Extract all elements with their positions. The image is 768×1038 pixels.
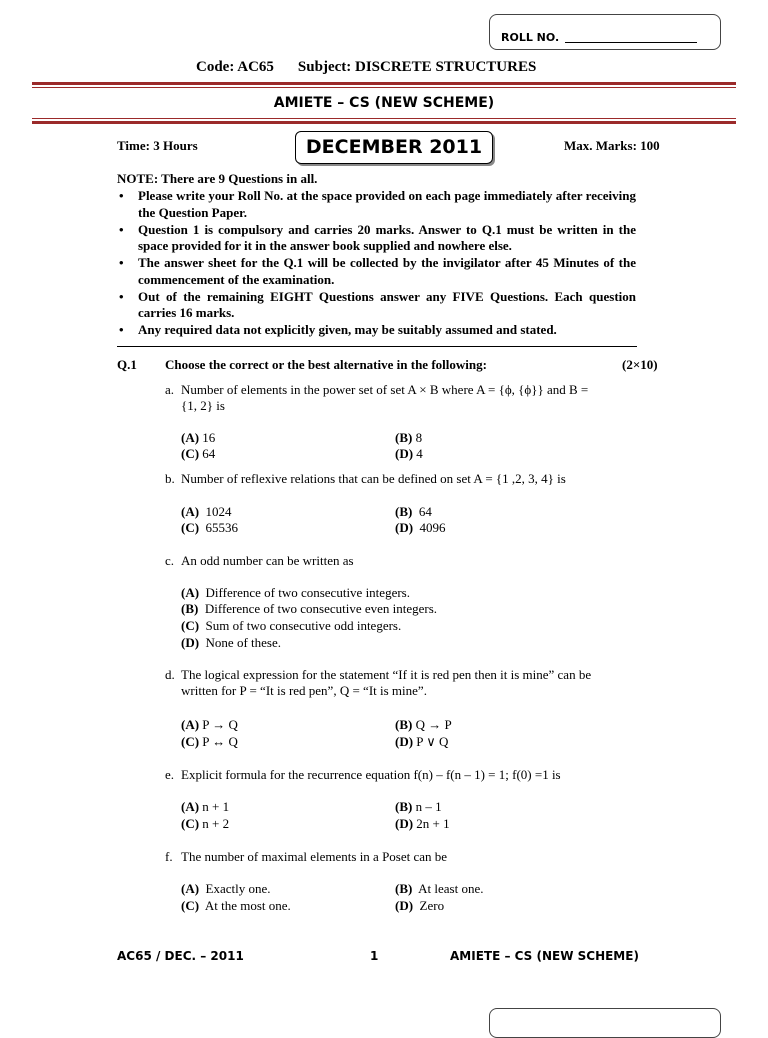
option-c-C: (C) Sum of two consecutive odd integers.	[181, 618, 402, 633]
code-subject-line	[196, 59, 536, 76]
question-item-a	[165, 382, 640, 414]
item-label: e.	[165, 767, 175, 782]
question-item-d	[165, 667, 640, 699]
roll-number-blank	[565, 42, 697, 43]
option-e-D: (D) 2n + 1	[395, 816, 450, 831]
item-text: The logical expression for the statement “If it is red pen then it is mine” can be	[181, 667, 592, 682]
instruction-item: • Please write your Roll No. at the space provided on each page immediately after receiving the Question Paper.	[119, 188, 636, 220]
option-e-B: (B) n – 1	[395, 799, 442, 814]
question-number: Q.1	[117, 357, 137, 372]
item-text-cont: {1, 2} is	[181, 398, 225, 413]
question-marks: (2×10)	[622, 357, 658, 372]
item-text: An odd number can be written as	[181, 553, 354, 568]
question-item-b	[165, 471, 640, 487]
roll-number-label: ROLL NO.	[501, 31, 560, 44]
footer-page-number: 1	[370, 949, 379, 963]
item-text: The number of maximal elements in a Poset can be	[181, 849, 448, 864]
instructions-list	[117, 188, 636, 339]
bullet-icon: •	[119, 288, 124, 304]
item-text: Number of elements in the power set of set A × B where A = {ϕ, {ϕ}} and B =	[181, 382, 589, 397]
header-rule-bottom-thin	[32, 118, 736, 119]
option-d-C: (C) P ↔ Q	[181, 734, 238, 749]
instruction-item: • The answer sheet for the Q.1 will be collected by the invigilator after 45 Minutes of the commencement of the examination.	[119, 255, 636, 287]
option-b-A: (A) 1024	[181, 504, 232, 519]
option-c-B: (B) Difference of two consecutive even integers.	[181, 601, 438, 616]
option-c-D: (D) None of these.	[181, 635, 281, 650]
max-marks: Max. Marks: 100	[564, 138, 660, 153]
item-text: Number of reflexive relations that can be defined on set A = {1 ,2, 3, 4} is	[181, 471, 566, 486]
item-label: d.	[165, 667, 175, 682]
header-rule-top-thin	[32, 87, 736, 88]
instruction-item: • Any required data not explicitly given, may be suitably assumed and stated.	[119, 322, 557, 337]
option-e-A: (A) n + 1	[181, 799, 230, 814]
question-item-e	[165, 767, 640, 783]
question-item-f	[165, 849, 640, 865]
option-c-A: (A) Difference of two consecutive integers.	[181, 585, 410, 600]
bullet-icon: •	[119, 322, 124, 337]
instruction-item: • Question 1 is compulsory and carries 20 marks. Answer to Q.1 must be written in the space provided for it in the answer book supplied and nowhere else.	[119, 221, 636, 253]
item-label: a.	[165, 382, 175, 397]
footer-code: AC65 / DEC. – 2011	[117, 949, 244, 963]
option-e-C: (C) n + 2	[181, 816, 230, 831]
option-a-A: (A) 16	[181, 430, 216, 445]
paper-code: Code: AC65	[196, 59, 274, 75]
bullet-icon: •	[119, 188, 124, 203]
header-rule-bottom	[32, 121, 736, 124]
item-label: c.	[165, 553, 175, 568]
option-a-C: (C) 64	[181, 446, 216, 461]
option-b-B: (B) 64	[395, 504, 432, 519]
exam-date: DECEMBER 2011	[295, 131, 493, 164]
question-divider	[117, 346, 637, 347]
option-b-D: (D) 4096	[395, 520, 446, 535]
instructions-note: NOTE: There are 9 Questions in all.	[117, 171, 318, 186]
question-heading: Choose the correct or the best alternative in the following:	[165, 357, 487, 372]
item-label: f.	[165, 849, 173, 864]
option-f-C: (C) At the most one.	[181, 898, 291, 913]
option-f-B: (B) At least one.	[395, 881, 484, 896]
option-d-A: (A) P → Q	[181, 717, 238, 732]
option-f-A: (A) Exactly one.	[181, 881, 271, 896]
footer-scheme: AMIETE – CS (NEW SCHEME)	[450, 949, 639, 963]
item-label: b.	[165, 471, 175, 486]
option-a-B: (B) 8	[395, 430, 423, 445]
option-a-D: (D) 4	[395, 446, 423, 461]
item-text-cont: written for P = “It is red pen”, Q = “It is mine”.	[181, 683, 427, 698]
option-d-B: (B) Q → P	[395, 717, 452, 732]
option-d-D: (D) P ∨ Q	[395, 734, 449, 749]
next-page-roll-box	[489, 1008, 721, 1038]
option-f-D: (D) Zero	[395, 898, 445, 913]
bullet-icon: •	[119, 221, 124, 237]
paper-subject: Subject: DISCRETE STRUCTURES	[297, 59, 537, 75]
exam-time: Time: 3 Hours	[117, 138, 198, 153]
bullet-icon: •	[119, 255, 124, 270]
header-rule-top	[32, 82, 736, 85]
option-b-C: (C) 65536	[181, 520, 239, 535]
question-item-c	[165, 553, 640, 569]
scheme-title: AMIETE – CS (NEW SCHEME)	[273, 95, 495, 111]
instruction-item: • Out of the remaining EIGHT Questions answer any FIVE Questions. Each question carries 16 marks.	[119, 288, 636, 320]
item-text: Explicit formula for the recurrence equation f(n) – f(n – 1) = 1; f(0) =1 is	[181, 767, 561, 782]
